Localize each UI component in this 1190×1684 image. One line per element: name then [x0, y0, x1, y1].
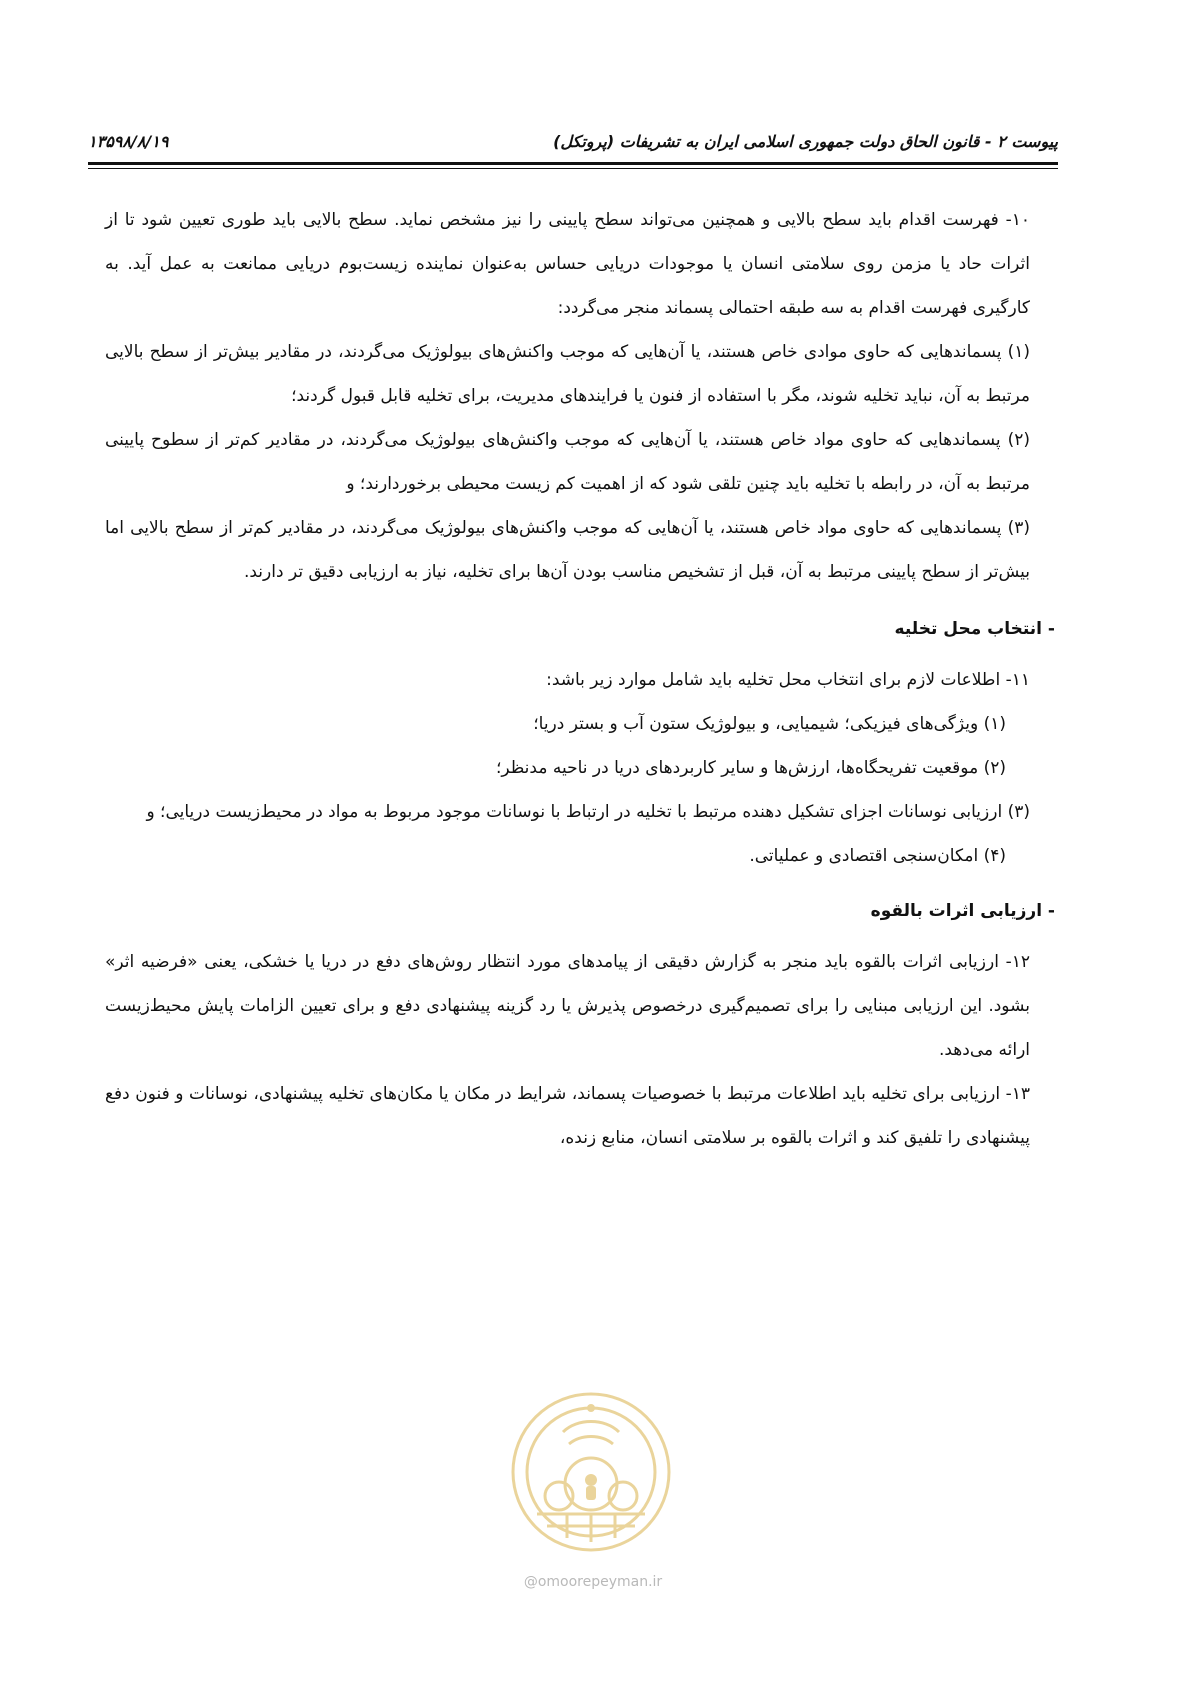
- paragraph-13: ۱۳- ارزیابی برای تخلیه باید اطلاعات مرتبط با خصوصیات پسماند، شرایط در مکان یا مکان‌های تخلیه پیشنهادی، نوسانات و فنون دفع پیشنهادی را تلفیق کند و اثرات بالقوه بر سلامتی انسان، منابع زنده،: [105, 1084, 1030, 1148]
- site-item-2: (۲) موقعیت تفریحگاه‌ها، ارزش‌ها و سایر کاربردهای دریا در ناحیه مدنظر؛: [495, 758, 1006, 778]
- paragraph-12: ۱۲- ارزیابی اثرات بالقوه باید منجر به گزارش دقیقی از پیامدهای مورد انتظار روش‌های دفع در دریا یا خشکی، یعنی «فرضیه اثر» بشود. این ارزیابی مبنایی را برای تصمیم‌گیری درخصوص پذیرش یا رد گزینه پیشنهادی دفع و برای تعیین الزامات پایش محیط‌زیست ارائه می‌دهد.: [105, 952, 1030, 1060]
- header-title: پیوست ۲ - قانون الحاق دولت جمهوری اسلامی ایران به تشریفات (پروتکل): [553, 132, 1058, 151]
- header-rule-thin: [88, 168, 1058, 169]
- header-date: ۱۳۵۹۸/۸/۱۹: [88, 132, 169, 151]
- list-item-3: (۳) پسماندهایی که حاوی مواد خاص هستند، یا آن‌هایی که موجب واکنش‌های بیولوژیک می‌گردند، در مقادیر کم‌تر از سطح بالایی اما بیش‌تر از سطح پایینی مرتبط به آن، قبل از تشخیص مناسب بودن آن‌ها برای تخلیه، نیاز به ارزیابی دقیق تر دارند.: [105, 518, 1030, 582]
- section-heading-impact-assessment: - ارزیابی اثرات بالقوه: [870, 901, 1055, 921]
- seal-watermark-icon: [507, 1388, 675, 1556]
- paragraph-11: ۱۱- اطلاعات لازم برای انتخاب محل تخلیه باید شامل موارد زیر باشد:: [546, 670, 1030, 690]
- list-item-2: (۲) پسماندهایی که حاوی مواد خاص هستند، یا آن‌هایی که موجب واکنش‌های بیولوژیک می‌گردند، در مقادیر کم‌تر از سطوح پایینی مرتبط به آن، در رابطه با تخلیه باید چنین تلقی شود که از اهمیت کم زیست محیطی برخوردارند؛ و: [105, 430, 1030, 494]
- watermark-url: @omoorepeyman.ir: [523, 1574, 663, 1590]
- list-item-1: (۱) پسماندهایی که حاوی موادی خاص هستند، یا آن‌هایی که موجب واکنش‌های بیولوژیک می‌گردند، در مقادیر بیش‌تر از سطح بالایی مرتبط به آن، نباید تخلیه شوند، مگر با استفاده از فنون یا فرایندهای مدیریت، برای تخلیه قابل قبول گردند؛: [105, 342, 1030, 406]
- section-heading-site-selection: - انتخاب محل تخلیه: [894, 619, 1055, 639]
- site-item-4: (۴) امکان‌سنجی اقتصادی و عملیاتی.: [749, 846, 1006, 866]
- header-rule-thick: [88, 162, 1058, 165]
- paragraph-10: ۱۰- فهرست اقدام باید سطح بالایی و همچنین می‌تواند سطح پایینی را نیز مشخص نماید. سطح بالایی باید طوری تعیین شود تا از اثرات حاد یا مزمن روی سلامتی انسان یا موجودات دریایی حساس به‌عنوان نماینده زیست‌بوم دریایی ممانعت به عمل آید. به کارگیری فهرست اقدام به سه طبقه احتمالی پسماند منجر می‌گردد:: [105, 210, 1030, 318]
- site-item-3: (۳) ارزیابی نوسانات اجزای تشکیل دهنده مرتبط با تخلیه در ارتباط با نوسانات موجود مربوط به مواد در محیط‌زیست دریایی؛ و: [146, 802, 1030, 822]
- document-body: [105, 198, 1055, 1160]
- site-item-1: (۱) ویژگی‌های فیزیکی؛ شیمیایی، و بیولوژیک ستون آب و بستر دریا؛: [533, 714, 1006, 734]
